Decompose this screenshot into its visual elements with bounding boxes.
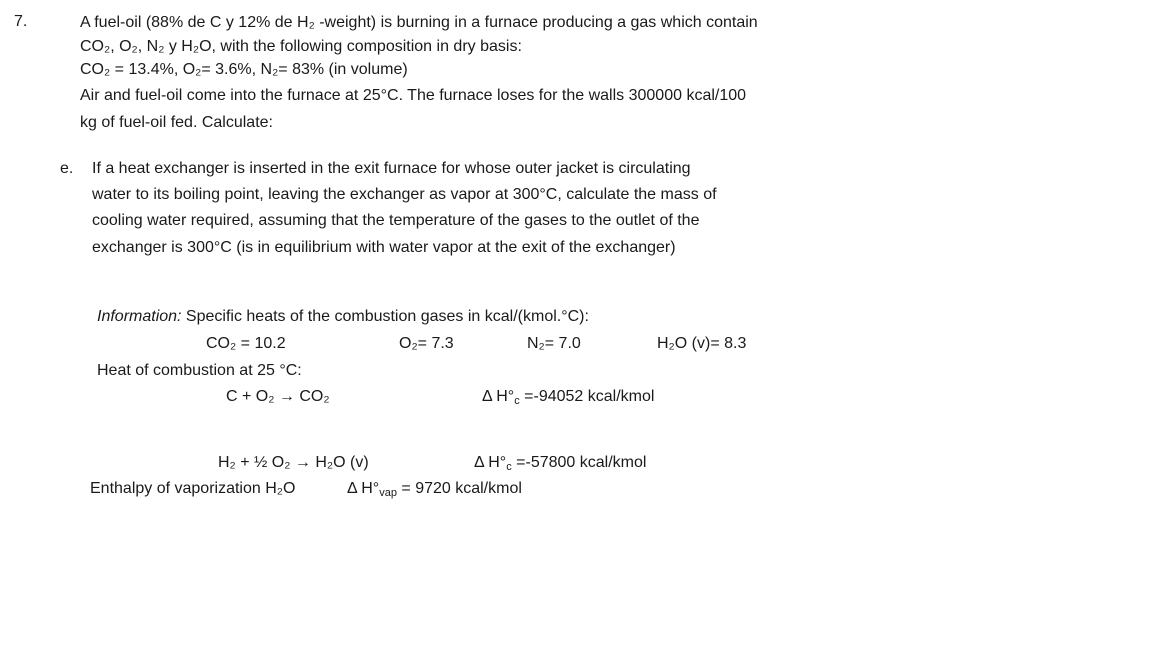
reaction-carbon: C + O₂ → CO₂ [226, 388, 330, 405]
specific-heat-n2: N₂= 7.0 [527, 335, 581, 352]
intro-line-5: kg of fuel-oil fed. Calculate: [80, 114, 273, 131]
information-heading [97, 305, 589, 329]
part-e-label: e. [60, 160, 74, 177]
dh-value: =-94052 kcal/kmol [519, 388, 655, 405]
dh-sub: vap [379, 487, 397, 499]
part-e-line-1: If a heat exchanger is inserted in the exit furnace for whose outer jacket is circulating [92, 160, 691, 177]
reaction-hydrogen: H₂ + ½ O₂ → H₂O (v) [218, 454, 369, 471]
heat-of-combustion-label: Heat of combustion at 25 °C: [97, 362, 302, 379]
dh-value: =-57800 kcal/kmol [511, 454, 647, 471]
specific-heat-co2: CO₂ = 10.2 [206, 335, 286, 352]
vaporization-label: Enthalpy of vaporization H₂O [90, 480, 296, 497]
part-e-line-3: cooling water required, assuming that the temperature of the gases to the outlet of the [92, 212, 700, 229]
information-label: Information: [97, 308, 182, 325]
part-e-line-4: exchanger is 300°C (is in equilibrium with water vapor at the exit of the exchanger) [92, 239, 676, 256]
vaporization-enthalpy [347, 477, 522, 501]
dh-sub: c [506, 461, 512, 473]
dh-sub: c [514, 395, 520, 407]
dh-prefix: Δ H° [347, 480, 380, 497]
dh-prefix: Δ H° [474, 454, 507, 471]
intro-line-4: Air and fuel-oil come into the furnace at 25°C. The furnace loses for the walls 300000 kcal/100 [80, 87, 747, 104]
intro-line-2: CO₂, O₂, N₂ y H₂O, with the following composition in dry basis: [80, 38, 522, 55]
part-e-line-2: water to its boiling point, leaving the exchanger as vapor at 300°C, calculate the mass of [92, 186, 717, 203]
reaction-hydrogen-enthalpy [474, 451, 646, 475]
specific-heat-h2o: H₂O (v)= 8.3 [657, 335, 747, 352]
intro-line-3: CO₂ = 13.4%, O₂= 3.6%, N₂= 83% (in volume) [80, 61, 408, 78]
intro-line-1: A fuel-oil (88% de C y 12% de H₂ -weight) is burning in a furnace producing a gas which contain [80, 14, 758, 31]
dh-value: = 9720 kcal/kmol [396, 480, 522, 497]
reaction-carbon-enthalpy [482, 385, 654, 409]
specific-heats-text: Specific heats of the combustion gases in kcal/(kmol.°C): [181, 308, 589, 325]
specific-heat-o2: O₂= 7.3 [399, 335, 454, 352]
problem-number: 7. [14, 13, 28, 30]
dh-prefix: Δ H° [482, 388, 515, 405]
